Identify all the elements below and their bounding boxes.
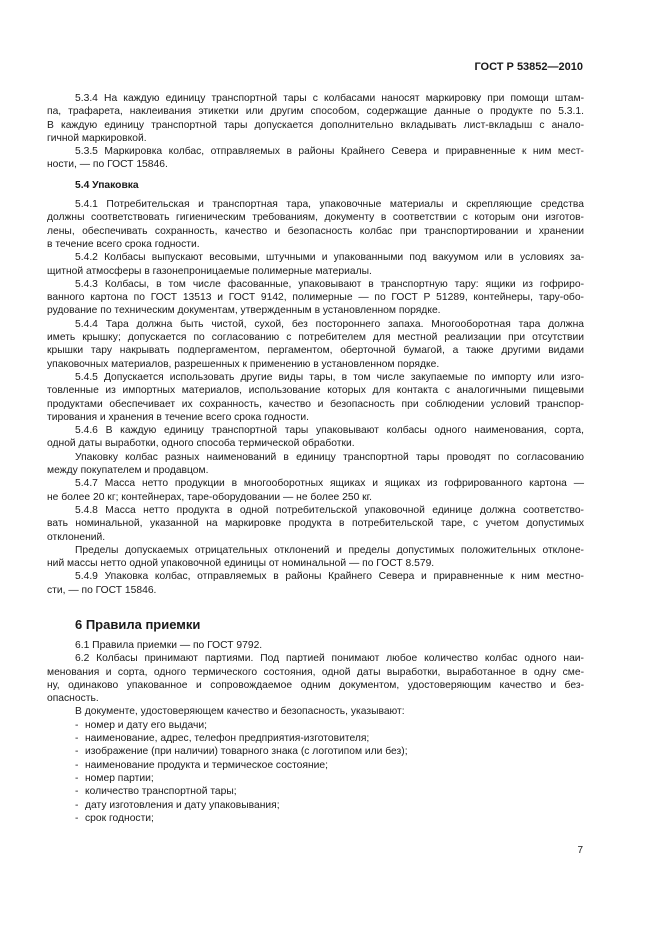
text-line: тирования и хранения в течение всего срока годности. — [47, 411, 310, 423]
text-line: 5.4.7 Масса нетто продукции в многооборотных ящиках и ящиках из гофрированного картона — — [75, 478, 584, 490]
text-line: 5.4.2 Колбасы выпускают весовыми, штучными и упакованными под вакуумом или в условиях за- — [75, 252, 584, 264]
text-line: 5.3.4 На каждую единицу транспортной тары с колбасами наносят маркировку при помощи штам- — [75, 93, 584, 104]
text-line: менования и сорта, одного термического состояния, одной даты выработки, выработанное в одну сме- — [47, 666, 584, 678]
text-line: в течение всего срока годности. — [47, 238, 200, 250]
list-dash: - — [75, 812, 79, 824]
document-fields-list — [47, 719, 584, 825]
list-item — [47, 732, 584, 745]
text-line: ванного картона по ГОСТ 13513 и ГОСТ 9142, полимерные — по ГОСТ Р 51289, контейнеры, тару-обо- — [47, 292, 584, 304]
page-number: 7 — [577, 845, 583, 856]
paragraph-5-4-6 — [47, 424, 584, 451]
list-item — [47, 772, 584, 785]
paragraph-5-4-5 — [47, 371, 584, 424]
text-line: крышки тару накрывать подпергаментом, пергаментом, оберточной бумагой, а также другими видами — [47, 345, 584, 357]
text-line: 6.2 Колбасы принимают партиями. Под партией понимают любое количество колбас одного наи- — [75, 653, 584, 665]
paragraph-5-4-7 — [47, 477, 584, 504]
text-line: упаковочных материалов, разрешенных к применению в установленном порядке. — [47, 358, 440, 370]
page-content — [47, 92, 584, 825]
text-line: ний массы нетто одной упаковочной единицы от номинальной — по ГОСТ 8.579. — [47, 558, 435, 570]
text-line: В каждую единицу транспортной тары допускается дополнительно вкладывать лист-вкладыш с анало- — [47, 119, 584, 131]
list-item — [47, 719, 584, 732]
text-line: 6.1 Правила приемки — по ГОСТ 9792. — [75, 639, 263, 651]
paragraph-5-4-2 — [47, 251, 584, 278]
text-line: не более 20 кг; контейнерах, таре-оборудовании — не более 250 кг. — [47, 491, 373, 503]
list-dash: - — [75, 772, 79, 784]
text-line: В документе, удостоверяющем качество и безопасность, указывают: — [75, 706, 405, 718]
text-line: Упаковку колбас разных наименований в единицу транспортной тары проводят по согласованию — [75, 451, 584, 463]
list-dash: - — [75, 746, 79, 758]
paragraph-deviation-limits — [47, 544, 584, 571]
standard-header: ГОСТ Р 53852—2010 — [474, 61, 583, 73]
text-line: 5.4.3 Колбасы, в том числе фасованные, упаковывают в транспортную тару: ящики из гофриро- — [75, 278, 584, 290]
paragraph-5-4-1 — [47, 198, 584, 251]
list-item-text: номер партии; — [85, 772, 154, 784]
paragraph-5-3-4 — [47, 92, 584, 145]
subsection-heading-5-4: 5.4 Упаковка — [75, 179, 139, 191]
text-line: иметь крышку; допускается по согласованию с потребителем для местной реализации при отсутствии — [47, 332, 584, 344]
list-dash: - — [75, 719, 79, 731]
list-dash: - — [75, 759, 79, 771]
text-line: отклонений. — [47, 531, 106, 543]
list-dash: - — [75, 799, 79, 811]
list-item-text: срок годности; — [85, 812, 154, 824]
list-item — [47, 785, 584, 798]
text-line: должны соответствовать гигиеническим требованиям, документу в соответствии с которым они изготов- — [47, 212, 584, 224]
text-line: сти, — по ГОСТ 15846. — [47, 584, 157, 596]
list-item-text: номер и дату его выдачи; — [85, 719, 207, 731]
list-item — [47, 759, 584, 772]
section-heading-6: 6 Правила приемки — [75, 616, 201, 632]
paragraph-5-4-9 — [47, 570, 584, 597]
text-line: 5.4.5 Допускается использовать другие виды тары, в том числе закупаемые по импорту или изго- — [75, 371, 584, 383]
text-line: па, трафарета, наклеивания этикетки или другим способом, содержащие данные о продукте по 5.3.1. — [47, 106, 584, 118]
text-line: опасность. — [47, 693, 99, 705]
text-line: 5.4.8 Масса нетто продукта в одной потребительской упаковочной единице должна соответство- — [75, 504, 584, 516]
paragraph-6-1 — [47, 639, 584, 652]
list-item-text: дату изготовления и дату упаковывания; — [85, 799, 280, 811]
text-line: продуктами обеспечивает их сохранность, качество и безопасность при соблюдении условий транспор- — [47, 398, 584, 410]
text-line: гичной маркировкой. — [47, 132, 147, 144]
text-line: Пределы допускаемых отрицательных отклонений и пределы допустимых положительных отклоне- — [75, 544, 584, 556]
text-line: 5.4.9 Упаковка колбас, отправляемых в районы Крайнего Севера и приравненные к ним местно- — [75, 571, 584, 583]
text-line: одной даты выработки, одного способа термической обработки. — [47, 438, 355, 450]
text-line: 5.4.4 Тара должна быть чистой, сухой, без постороннего запаха. Многооборотная тара должна — [75, 318, 584, 330]
list-item-text: наименование, адрес, телефон предприятия-изготовителя; — [85, 733, 370, 745]
text-line: щитной атмосферы в газонепроницаемые полимерные материалы. — [47, 265, 372, 277]
list-item — [47, 812, 584, 825]
paragraph-5-4-8 — [47, 504, 584, 544]
list-dash: - — [75, 733, 79, 745]
paragraph-document-contents — [47, 705, 584, 718]
paragraph-mixed-packing — [47, 451, 584, 478]
text-line: между покупателем и продавцом. — [47, 465, 209, 477]
list-item-text: изображение (при наличии) товарного знака (с логотипом или без); — [85, 746, 408, 758]
list-item — [47, 745, 584, 758]
paragraph-5-4-4 — [47, 318, 584, 371]
paragraph-5-4-3 — [47, 278, 584, 318]
paragraph-6-2 — [47, 652, 584, 705]
text-line: 5.4.6 В каждую единицу транспортной тары упаковывают колбасы одного наименования, сорта, — [75, 425, 584, 437]
list-dash: - — [75, 786, 79, 798]
list-item-text: количество транспортной тары; — [85, 786, 237, 798]
text-line: ну, одинаково упакованное и сопровождаемое одним документом, удостоверяющим качество и без- — [47, 679, 584, 691]
text-line: рудование по техническим документам, утвержденным в установленном порядке. — [47, 305, 441, 317]
text-line: вать номинальной, указанной на маркировке продукта в потребительской таре, с учетом допустимых — [47, 518, 584, 530]
list-item — [47, 799, 584, 812]
list-item-text: наименование продукта и термическое состояние; — [85, 759, 328, 771]
text-line: лены, обеспечивать сохранность, качество и безопасность колбас при транспортировании и хранении — [47, 225, 584, 237]
text-line: ности, — по ГОСТ 15846. — [47, 159, 168, 171]
text-line: товленные из импортных материалов, использование которых для контакта с аналогичными пищевыми — [47, 385, 584, 397]
paragraph-5-3-5 — [47, 145, 584, 172]
text-line: 5.4.1 Потребительская и транспортная тара, упаковочные материалы и скрепляющие средства — [75, 199, 584, 211]
text-line: 5.3.5 Маркировка колбас, отправляемых в районы Крайнего Севера и приравненные к ним мест- — [75, 146, 584, 158]
